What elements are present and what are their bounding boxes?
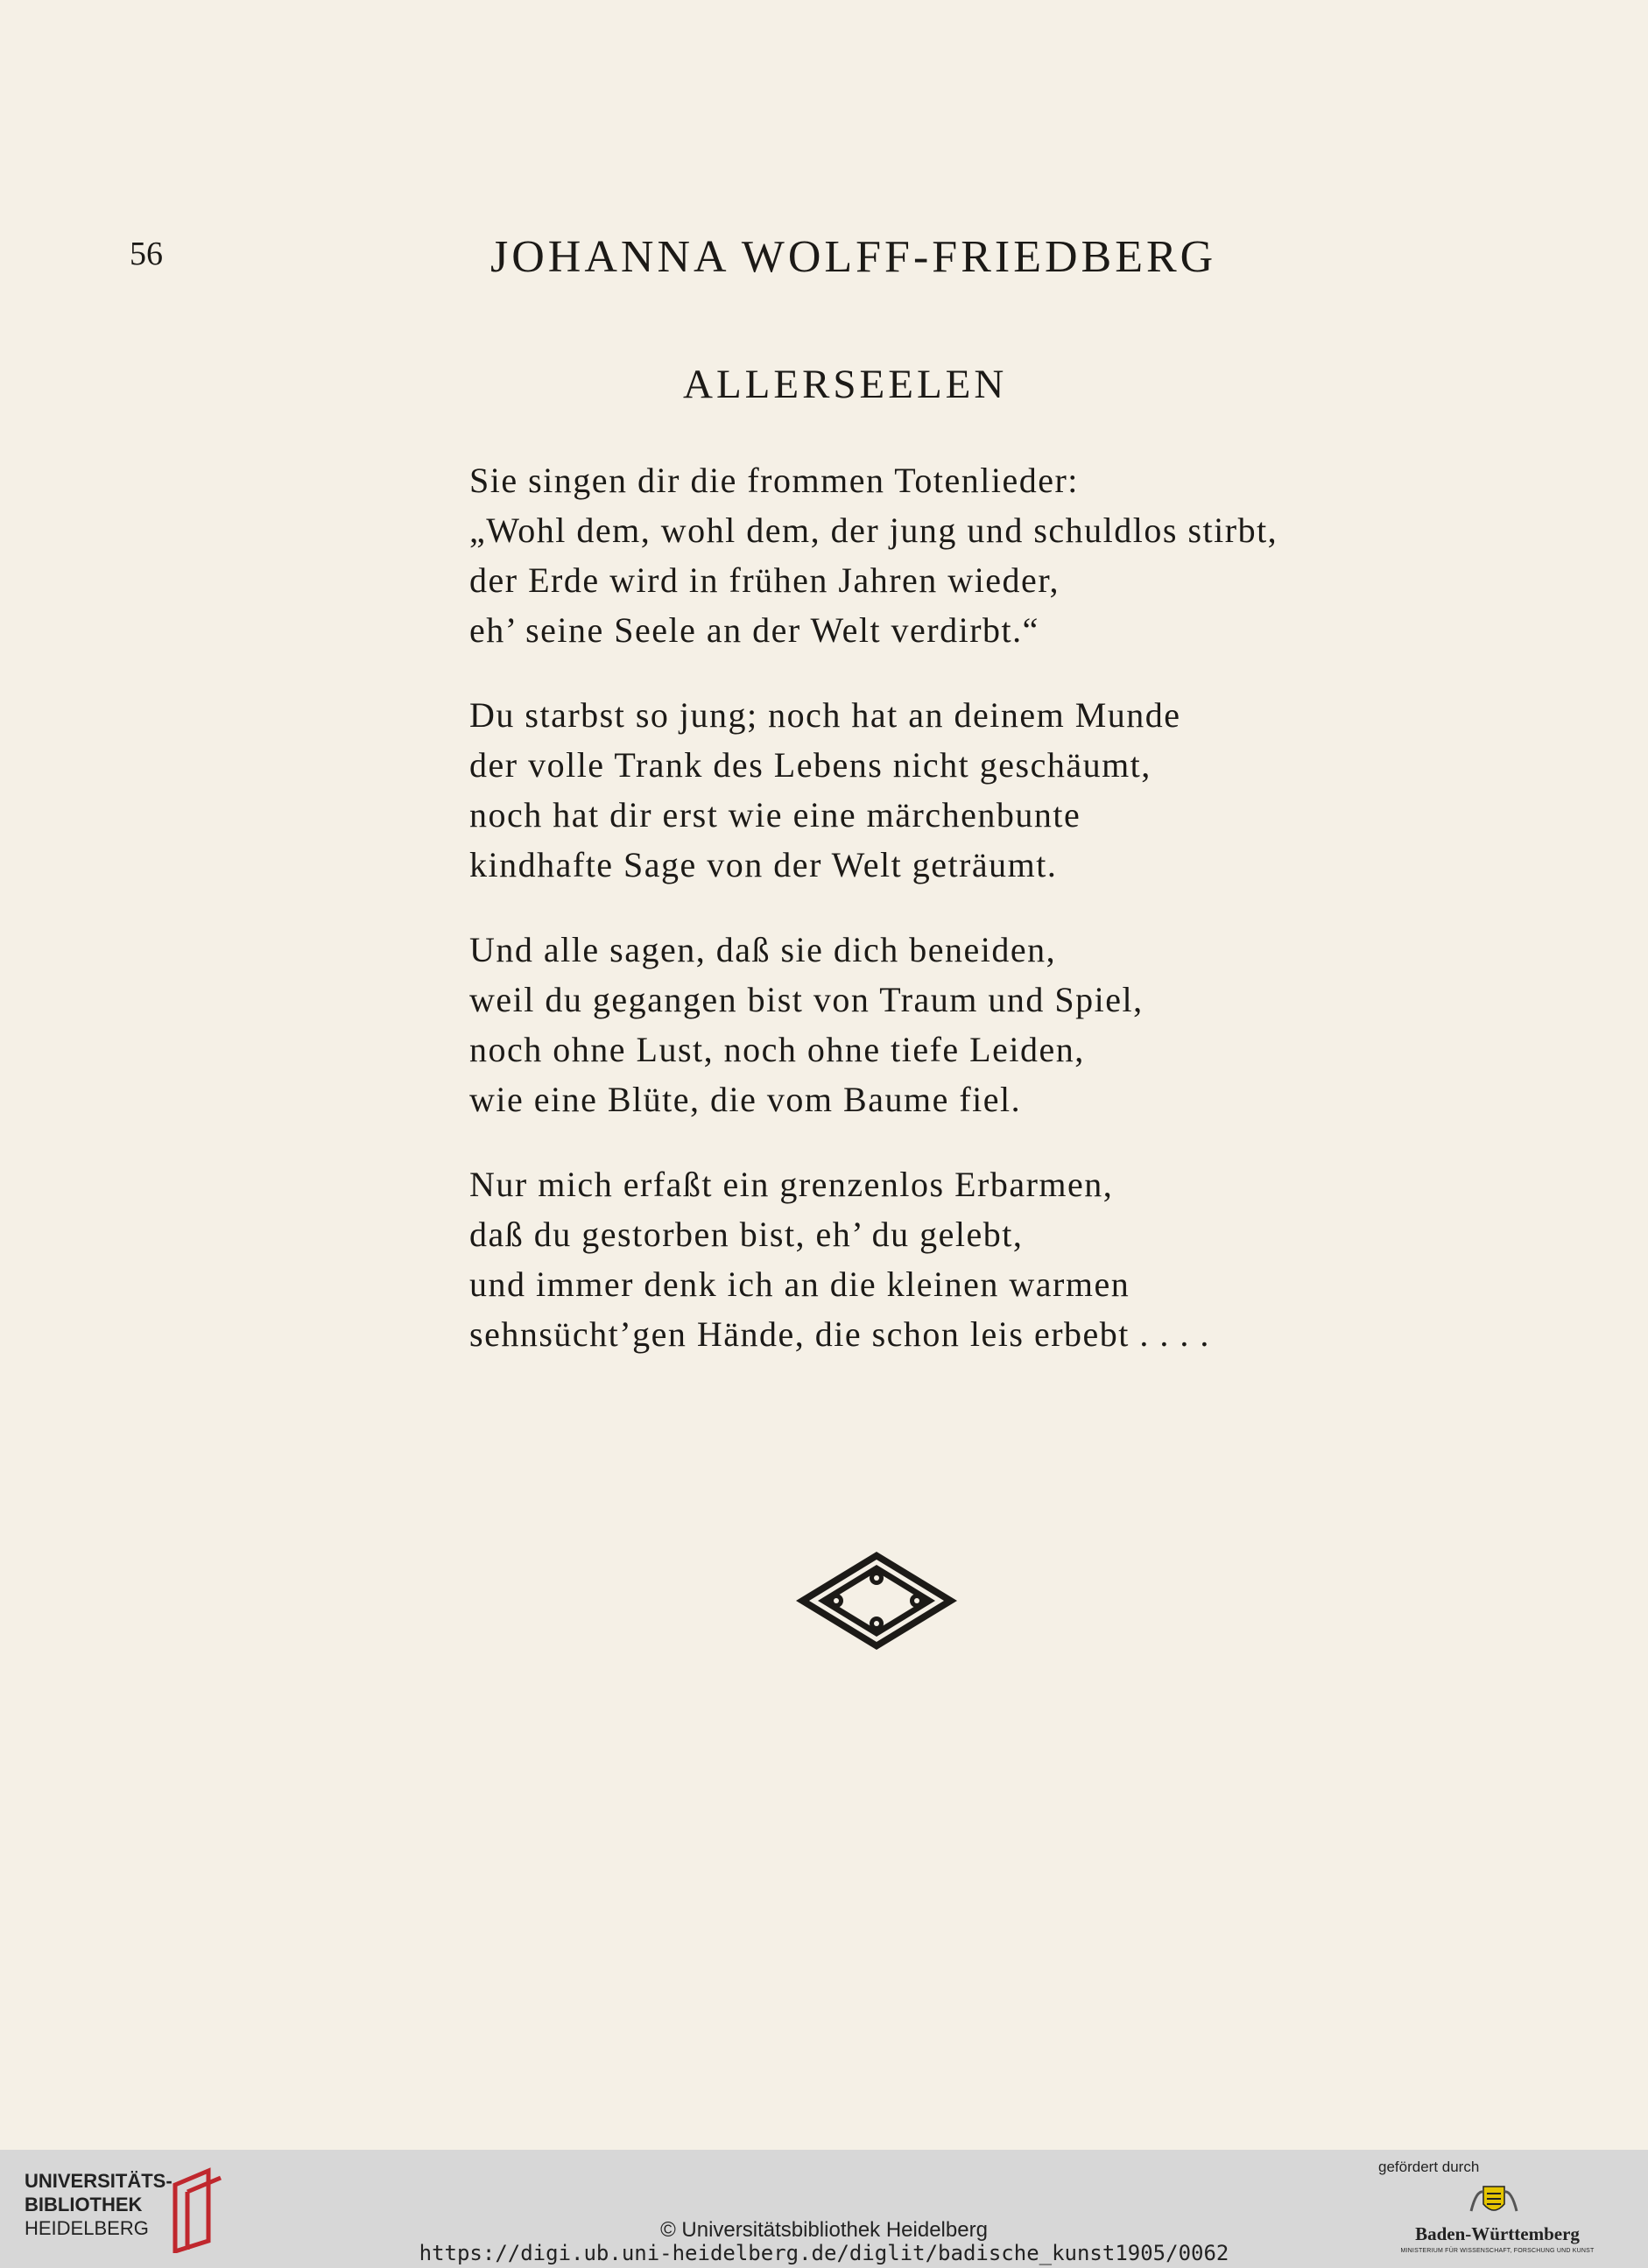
diamond-ornament-icon	[792, 1548, 961, 1653]
poem-line: noch ohne Lust, noch ohne tiefe Leiden,	[469, 1030, 1085, 1069]
poem-line: kindhafte Sage von der Welt geträumt.	[469, 845, 1058, 884]
stanza	[469, 925, 1398, 1124]
library-name-line: HEIDELBERG	[25, 2217, 149, 2239]
running-head: JOHANNA WOLFF-FRIEDBERG	[490, 232, 1217, 282]
stanza	[469, 455, 1398, 655]
poem-line: Nur mich erfaßt ein grenzenlos Erbarmen,	[469, 1165, 1114, 1204]
poem-line: wie eine Blüte, die vom Baume fiel.	[469, 1080, 1022, 1119]
poem-line: „Wohl dem, wohl dem, der jung und schuldlos stirbt,	[469, 511, 1278, 550]
page-number: 56	[130, 236, 163, 272]
poem-line: Sie singen dir die frommen Totenlieder:	[469, 461, 1079, 500]
poem-line: weil du gegangen bist von Traum und Spiel,	[469, 980, 1144, 1019]
poem-title: ALLERSEELEN	[683, 362, 1008, 407]
poem-line: der Erde wird in frühen Jahren wieder,	[469, 560, 1060, 600]
sponsor-label: gefördert durch	[1378, 2159, 1480, 2175]
library-name-line: BIBLIOTHEK	[25, 2194, 143, 2215]
poem-line: und immer denk ich an die kleinen warmen	[469, 1264, 1130, 1304]
poem-line: noch hat dir erst wie eine märchenbunte	[469, 795, 1081, 835]
permalink-url[interactable]: https://digi.ub.uni-heidelberg.de/diglit/badische_kunst1905/0062	[419, 2241, 1229, 2265]
poem-line: daß du gestorben bist, eh’ du gelebt,	[469, 1215, 1024, 1254]
copyright-notice: © Universitätsbibliothek Heidelberg	[660, 2218, 988, 2242]
coat-of-arms-icon	[1468, 2181, 1520, 2218]
poem-line: sehnsücht’gen Hände, die schon leis erbebt . . . .	[469, 1314, 1210, 1354]
poem-line: Und alle sagen, daß sie dich beneiden,	[469, 930, 1057, 969]
sponsor-ministry: MINISTERIUM FÜR WISSENSCHAFT, FORSCHUNG UND KUNST	[1400, 2248, 1595, 2254]
stanza	[469, 1159, 1398, 1359]
footer-bar	[0, 2150, 1648, 2268]
poem-line: Du starbst so jung; noch hat an deinem Munde	[469, 695, 1181, 735]
poem-body	[469, 455, 1398, 1394]
poem-line: der volle Trank des Lebens nicht geschäumt,	[469, 745, 1151, 785]
library-name-line: UNIVERSITÄTS-	[25, 2170, 173, 2192]
sponsor-name: Baden-Württemberg	[1415, 2223, 1580, 2244]
poem-line: eh’ seine Seele an der Welt verdirbt.“	[469, 610, 1039, 650]
stanza	[469, 690, 1398, 890]
